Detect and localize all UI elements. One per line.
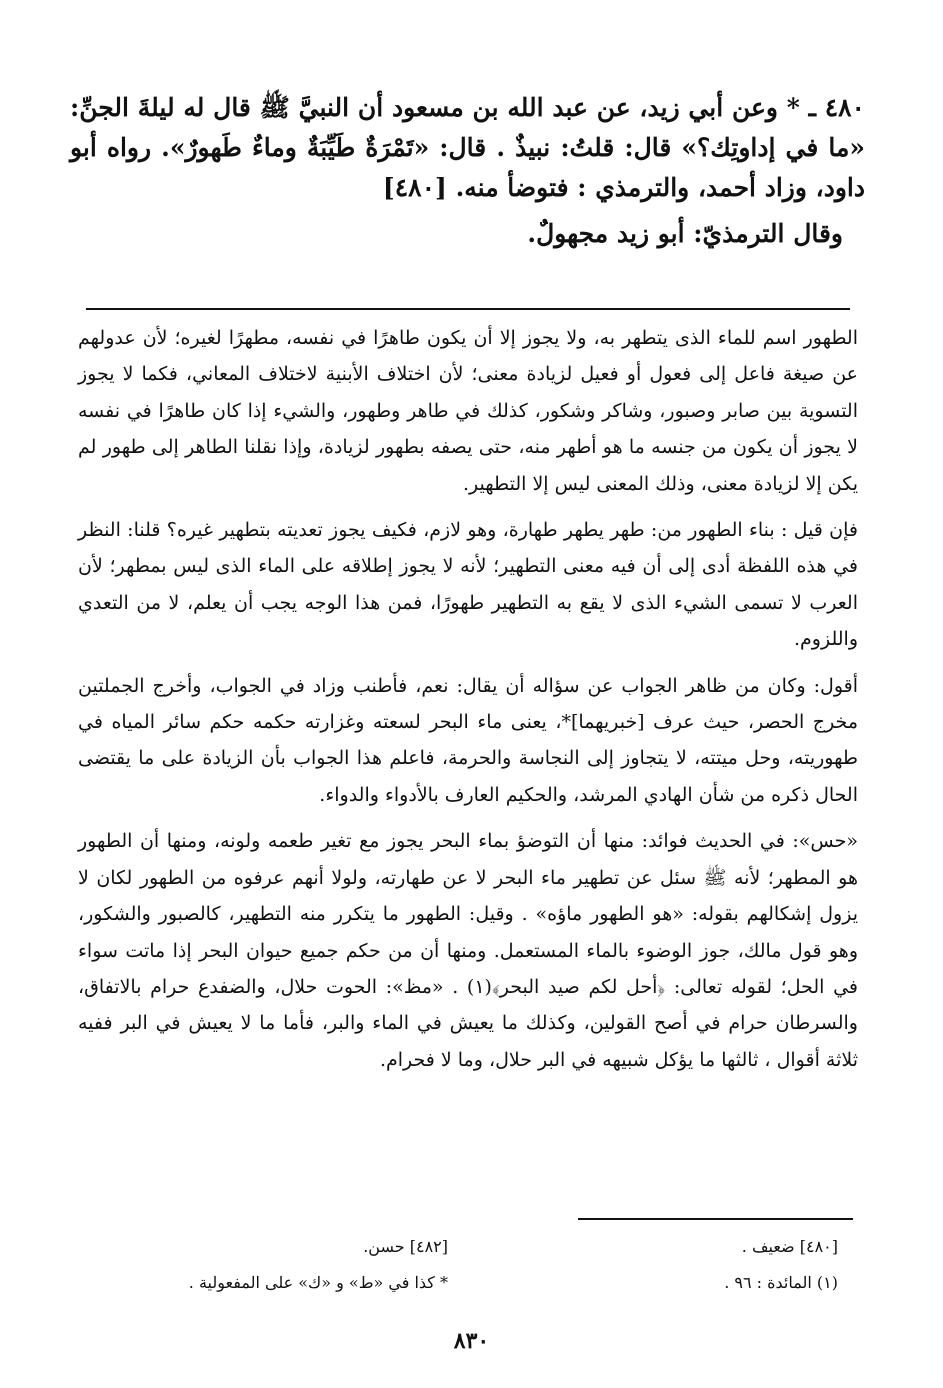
footnote-star-note: * كذا في «ط» و «ك» على المفعولية .: [188, 1273, 448, 1292]
footnote-grade-480: [٤٨٠] ضعيف .: [741, 1237, 838, 1256]
commentary-paragraph: الطهور اسم للماء الذى يتطهر به، ولا يجوز إلا أن يكون طاهرًا في نفسه، مطهرًا لغيره؛ لأن عدولهم عن صيغة فاعل إلى فعول أو فعيل لزيادة معنى؛ لأن اختلاف الأبنية لاختلاف المعاني، فكما لا يجوز التسوية بين صابر وصبور، وشاكر وشكور، كذلك في طاهر وطهور، والشيء إذا كان طاهرًا في نفسه لا يجوز أن يكون من جنسه ما هو أطهر منه، حتى يصفه بطهور لزيادة، وإذا نقلنا الطاهر إلى طهور لم يكن إلا لزيادة معنى، وذلك المعنى ليس إلا التطهير.: [78, 327, 858, 495]
hadith-block: [70, 88, 865, 254]
hadith-note: وقال الترمذيّ: أبو زيد مجهولٌ.: [527, 219, 843, 248]
footnote-grade-482: [٤٨٢] حسن.: [363, 1237, 448, 1256]
section-divider: [86, 308, 850, 310]
commentary-paragraph: «حس»: في الحديث فوائد: منها أن التوضؤ بماء البحر يجوز مع تغير طعمه ولونه، ومنها أن الطهور هو المطهر؛ لأنه ﷺ سئل عن تطهير ماء البحر لا عن طهارته، ولولا أنهم عرفوه من الطهور لكان لا يزول إشكالهم بقوله: «هو الطهور ماؤه» . وقيل: الطهور ما يتكرر منه التطهير، كالصبور والشكور، وهو قول مالك، جوز الوضوء بالماء المستعمل. ومنها أن من حكم جميع حيوان البحر إذا ماتت سواء في الحل؛ لقوله تعالى: ﴿أحل لكم صيد البحر﴾(١) . «مظ»: الحوت حلال، والضفدع حرام بالاتفاق، والسرطان حرام في أصح القولين، وكذلك ما يعيش في الماء والبر، فأما ما لا يعيش في البر ففيه ثلاثة أقوال ، ثالثها ما يؤكل شبيهه في البر حلال، وما لا فحرام.: [78, 830, 858, 1071]
footnote-quran-ref: (١) المائدة : ٩٦ .: [724, 1273, 838, 1292]
commentary-paragraph: أقول: وكان من ظاهر الجواب عن سؤاله أن يقال: نعم، فأطنب وزاد في الجواب، وأخرج الجملتين مخرج الحصر، حيث عرف [خبريهما]*، يعنى ماء البحر لسعته وغزارته حكمه حكم سائر المياه في طهوريته، وحل ميتته، لا يتجاوز إلى النجاسة والحرمة، فاعلم هذا الجواب بأن الزيادة على ما يقتضى الحال ذكره من شأن الهادي المرشد، والحكيم العارف بالأدواء والدواء.: [78, 674, 858, 806]
commentary-paragraph: فإن قيل : بناء الطهور من: طهر يطهر طهارة، وهو لازم، فكيف يجوز تعديته بتطهير غيره؟ قلنا: النظر في هذه اللفظة أدى إلى أن فيه معنى التطهير؛ لأنه لا يجوز إطلاقه على الماء الذى ليس بمطهر؛ لأن العرب لا تسمى الشيء الذى لا يقع به التطهير طهورًا، فمن هذا الوجه يجب أن يعلم، لا من التعدي واللزوم.: [78, 519, 859, 651]
footnote-divider: [578, 1218, 853, 1220]
page-number: ٨٣٠: [453, 1328, 490, 1354]
commentary-block: [78, 320, 858, 1088]
hadith-text: ٤٨٠ ـ * وعن أبي زيد، عن عبد الله بن مسعود أن النبيَّ ﷺ قال له ليلةَ الجنِّ: «ما في إداوتِك؟» قال: قلتُ: نبيذٌ . قال: «تَمْرَةٌ طَيِّبَةٌ وماءٌ طَهورٌ». رواه أبو داود، وزاد أحمد، والترمذي : فتوضأ منه. [٤٨٠]: [70, 93, 865, 202]
